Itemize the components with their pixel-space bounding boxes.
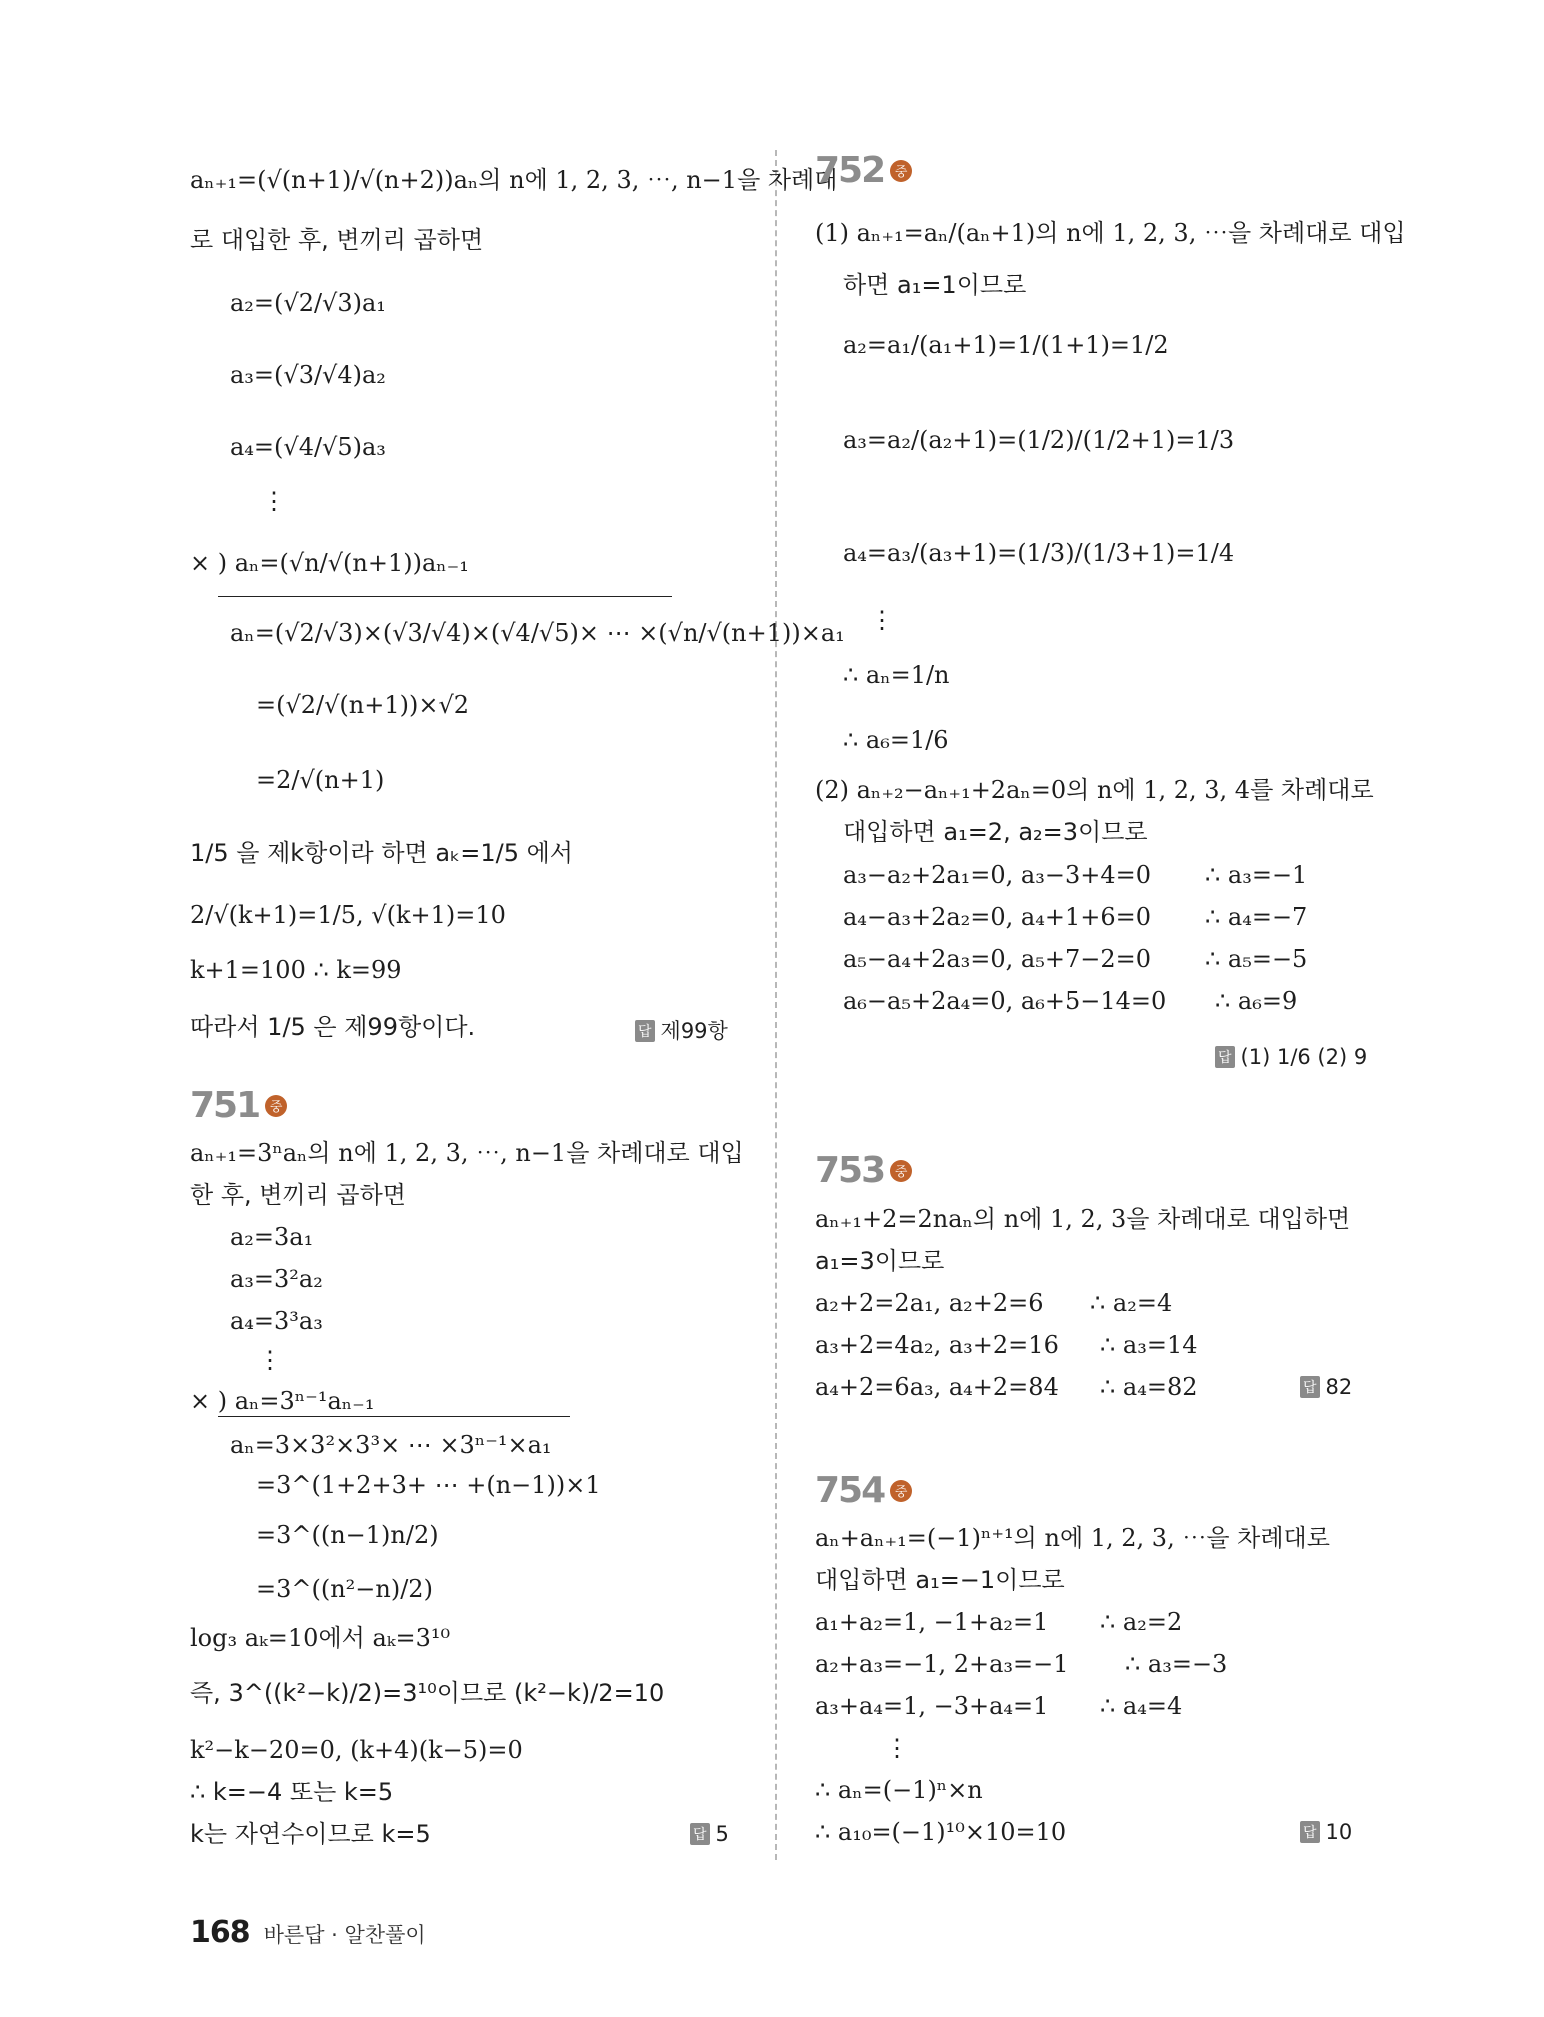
equation: ∴ a₁₀=(−1)¹⁰×10=10 [815, 1818, 1067, 1846]
solution-text: 로 대입한 후, 변끼리 곱하면 [190, 226, 484, 254]
problem-number-751 [190, 1085, 287, 1126]
answer-value: 82 [1325, 1375, 1353, 1399]
answer-icon: 답 [690, 1823, 710, 1845]
equation: a₂=(√2/√3)a₁ [230, 289, 386, 317]
equation: ∴ a₆=1/6 [843, 726, 949, 754]
equation: a₃=(√3/√4)a₂ [230, 361, 386, 389]
difficulty-badge: 중 [890, 160, 912, 182]
problem-number: 751 [190, 1085, 260, 1126]
solution-text: 따라서 1/5 은 제99항이다. [190, 1013, 476, 1041]
equation: a₄−a₃+2a₂=0, a₄+1+6=0 [843, 903, 1151, 931]
equation: a₃+2=4a₂, a₃+2=16 [815, 1331, 1059, 1359]
answer-value: 5 [715, 1822, 729, 1846]
equation-result: ∴ a₄=82 [1100, 1373, 1198, 1401]
problem-number: 754 [815, 1470, 885, 1511]
problem-number: 752 [815, 150, 885, 191]
equation: =3^((n−1)n/2) [256, 1521, 439, 1549]
solution-text: ∴ k=−4 또는 k=5 [190, 1778, 394, 1806]
vertical-dots: ⋮ [870, 606, 894, 634]
vertical-dots: ⋮ [258, 1346, 282, 1374]
page-number: 168 [190, 1915, 250, 1950]
equation: 2/√(k+1)=1/5, √(k+1)=10 [190, 901, 506, 929]
multiply-rule [218, 596, 672, 597]
equation: =(√2/√(n+1))×√2 [256, 691, 470, 719]
equation-result: ∴ a₅=−5 [1205, 945, 1308, 973]
equation: a₂+a₃=−1, 2+a₃=−1 [815, 1650, 1069, 1678]
difficulty-badge: 중 [265, 1095, 287, 1117]
equation-result: ∴ a₄=4 [1100, 1692, 1183, 1720]
equation: a₃−a₂+2a₁=0, a₃−3+4=0 [843, 861, 1151, 889]
answer-value: (1) 1/6 (2) 9 [1240, 1045, 1368, 1069]
equation: =3^((n²−n)/2) [256, 1575, 433, 1603]
answer [690, 1822, 729, 1846]
equation: =3^(1+2+3+ ⋯ +(n−1))×1 [256, 1471, 601, 1499]
solution-text: 대입하면 a₁=2, a₂=3이므로 [843, 818, 1148, 846]
equation: aₙ=3×3²×3³× ⋯ ×3ⁿ⁻¹×a₁ [230, 1431, 552, 1459]
difficulty-badge: 중 [890, 1480, 912, 1502]
equation: log₃ aₖ=10에서 aₖ=3¹⁰ [190, 1624, 451, 1652]
equation-result: ∴ a₆=9 [1215, 987, 1298, 1015]
equation: ∴ aₙ=1/n [843, 661, 950, 689]
answer-icon: 답 [1300, 1376, 1320, 1398]
answer-value: 10 [1325, 1820, 1353, 1844]
equation: a₂+2=2a₁, a₂+2=6 [815, 1289, 1044, 1317]
equation: a₂=3a₁ [230, 1223, 314, 1251]
equation: a₅−a₄+2a₃=0, a₅+7−2=0 [843, 945, 1151, 973]
solution-text: 대입하면 a₁=−1이므로 [815, 1566, 1065, 1594]
equation-result: ∴ a₃=−3 [1125, 1650, 1228, 1678]
equation: a₃=a₂/(a₂+1)=(1/2)/(1/2+1)=1/3 [843, 426, 1235, 454]
solution-text: 즉, 3^((k²−k)/2)=3¹⁰이므로 (k²−k)/2=10 [190, 1679, 665, 1707]
solution-text: 하면 a₁=1이므로 [843, 271, 1027, 299]
equation: a₄+2=6a₃, a₄+2=84 [815, 1373, 1059, 1401]
answer [1300, 1375, 1352, 1399]
answer-value: 제99항 [660, 1019, 728, 1043]
equation: a₆−a₅+2a₄=0, a₆+5−14=0 [843, 987, 1167, 1015]
book-title: 바른답 · 알찬풀이 [263, 1923, 426, 1947]
answer-icon: 답 [635, 1020, 655, 1042]
equation: × ) aₙ=(√n/√(n+1))aₙ₋₁ [190, 549, 469, 577]
equation-result: ∴ a₂=4 [1090, 1289, 1173, 1317]
equation: k²−k−20=0, (k+4)(k−5)=0 [190, 1736, 523, 1764]
difficulty-badge: 중 [890, 1160, 912, 1182]
equation: a₃+a₄=1, −3+a₄=1 [815, 1692, 1049, 1720]
equation: a₄=3³a₃ [230, 1307, 323, 1335]
solution-text: 한 후, 변끼리 곱하면 [190, 1181, 406, 1209]
equation-result: ∴ a₄=−7 [1205, 903, 1308, 931]
solution-text: aₙ+aₙ₊₁=(−1)ⁿ⁺¹의 n에 1, 2, 3, ⋯을 차례대로 [815, 1524, 1330, 1552]
problem-number-754 [815, 1470, 912, 1511]
vertical-dots: ⋮ [262, 487, 286, 515]
equation: × ) aₙ=3ⁿ⁻¹aₙ₋₁ [190, 1387, 375, 1415]
equation: =2/√(n+1) [256, 766, 385, 794]
equation: a₄=(√4/√5)a₃ [230, 433, 386, 461]
vertical-dots: ⋮ [885, 1734, 909, 1762]
equation: a₄=a₃/(a₃+1)=(1/3)/(1/3+1)=1/4 [843, 539, 1235, 567]
multiply-rule [218, 1416, 570, 1417]
solution-text: a₁=3이므로 [815, 1247, 945, 1275]
problem-number-753 [815, 1150, 912, 1191]
equation-result: ∴ a₃=−1 [1205, 861, 1308, 889]
equation: a₂=a₁/(a₁+1)=1/(1+1)=1/2 [843, 331, 1169, 359]
answer [635, 1015, 728, 1045]
equation: ∴ aₙ=(−1)ⁿ×n [815, 1776, 983, 1804]
problem-number: 753 [815, 1150, 885, 1191]
equation: a₁+a₂=1, −1+a₂=1 [815, 1608, 1049, 1636]
solution-text: 1/5 을 제k항이라 하면 aₖ=1/5 에서 [190, 839, 573, 867]
equation-result: ∴ a₃=14 [1100, 1331, 1198, 1359]
equation: aₙ=(√2/√3)×(√3/√4)×(√4/√5)× ⋯ ×(√n/√(n+1))×a₁ [230, 619, 845, 647]
equation-result: ∴ a₂=2 [1100, 1608, 1183, 1636]
solution-text: (2) aₙ₊₂−aₙ₊₁+2aₙ=0의 n에 1, 2, 3, 4를 차례대로 [815, 776, 1374, 804]
answer [1215, 1045, 1367, 1069]
column-divider [775, 150, 777, 1860]
solution-text: k는 자연수이므로 k=5 [190, 1820, 431, 1848]
solution-text: (1) aₙ₊₁=aₙ/(aₙ+1)의 n에 1, 2, 3, ⋯을 차례대로 대입 [815, 219, 1406, 247]
solution-text: aₙ₊₁=(√(n+1)/√(n+2))aₙ의 n에 1, 2, 3, ⋯, n−1을 차례대 [190, 166, 838, 194]
equation: a₃=3²a₂ [230, 1265, 323, 1293]
solution-text: aₙ₊₁+2=2naₙ의 n에 1, 2, 3을 차례대로 대입하면 [815, 1205, 1351, 1233]
problem-number-752 [815, 150, 912, 191]
answer [1300, 1820, 1352, 1844]
solution-text: aₙ₊₁=3ⁿaₙ의 n에 1, 2, 3, ⋯, n−1을 차례대로 대입 [190, 1139, 744, 1167]
equation: k+1=100 ∴ k=99 [190, 956, 402, 984]
answer-icon: 답 [1300, 1821, 1320, 1843]
answer-icon: 답 [1215, 1046, 1235, 1068]
page-footer [190, 1915, 426, 1950]
